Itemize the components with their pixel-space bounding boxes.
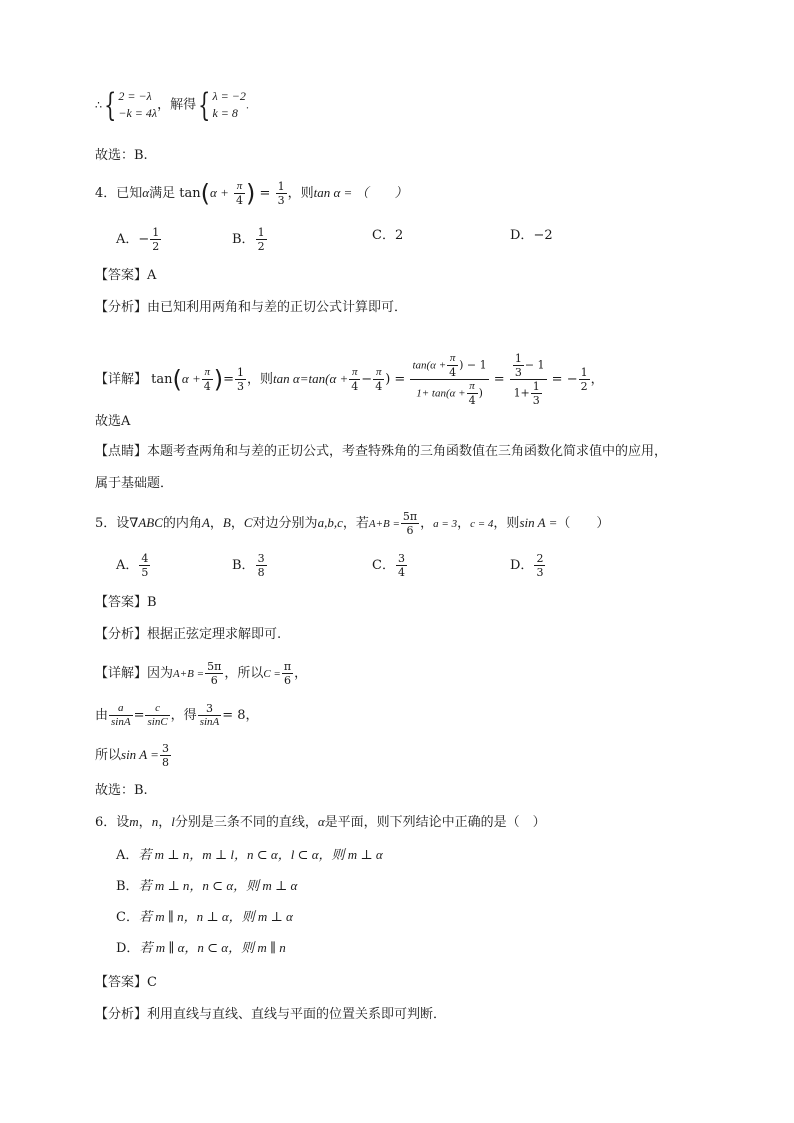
close-paren: ) (246, 179, 256, 208)
solve-text: ，解得 (157, 97, 197, 113)
alpha-plus: α + (181, 371, 201, 386)
frac-den: 6 (283, 674, 291, 687)
one-third (531, 380, 542, 407)
option-text: −2 (533, 228, 553, 243)
q5-analysis (95, 625, 281, 645)
detail-tag: 【详解】 (95, 372, 148, 387)
frac-den: 2 (580, 380, 588, 393)
a-over-sina (109, 702, 133, 729)
q5-stem-text: 对边分别为 (252, 516, 318, 531)
q5-option-d[interactable] (510, 552, 546, 579)
frac-num: 3 (161, 742, 169, 755)
five-pi-over-6 (401, 510, 419, 537)
q4-number: 4．已知 (95, 186, 143, 201)
detail-text: 由 (95, 708, 109, 723)
q6-answer (95, 973, 157, 993)
system-1-row-2: −k = 4λ (118, 106, 158, 120)
then-text: ，则 (247, 372, 274, 387)
one-third (276, 180, 287, 207)
option-label: B． (232, 232, 255, 247)
q5-option-c[interactable] (372, 552, 408, 579)
option-label: D． (510, 228, 534, 243)
big-frac-den (410, 380, 488, 407)
minus-sign: − (361, 372, 373, 387)
frac-den: 4 (468, 394, 476, 407)
option-label: D． (116, 941, 140, 956)
analysis-tag: 【分析】 (95, 300, 148, 315)
detail-text: 因为 (147, 666, 174, 681)
option-label: B． (232, 558, 255, 573)
frac-num: π (283, 660, 292, 673)
option-label: A． (116, 848, 139, 863)
alpha-symbol: α (317, 814, 325, 829)
detail-text: ，所以 (224, 666, 264, 681)
frac-den: 5 (141, 566, 149, 579)
q5-number: 5．设 (95, 516, 130, 531)
comma: ， (294, 666, 308, 681)
q4-option-b[interactable] (232, 226, 268, 253)
system-2-row-2: k = 8 (212, 106, 238, 120)
frac-num: 5π (402, 510, 418, 523)
option-label: C． (116, 910, 139, 925)
open-paren: ( (200, 179, 210, 208)
option-text: 若 m ⊥ n，n ⊂ α，则 m ⊥ α (138, 878, 298, 893)
frac-den: 2 (152, 240, 160, 253)
three-over-sina (198, 702, 222, 729)
frac-den: 2 (257, 240, 265, 253)
q5-option-b[interactable] (232, 552, 268, 579)
angle-b: B (222, 515, 231, 530)
frac-den: 4 (351, 380, 359, 393)
q4-stem-mid: 满足 (149, 186, 176, 201)
frac-num: 1 (532, 380, 540, 393)
frac-num: 1 (580, 366, 588, 379)
numeric-den (510, 380, 547, 407)
pi-over-4 (467, 380, 478, 407)
triangle-abc: ∇ABC (129, 515, 163, 530)
q6-stem-text: 分别是三条不同的直线， (174, 815, 318, 830)
q4-comment (95, 442, 667, 462)
q5-detail-3 (95, 742, 172, 769)
comment-text: 本题考查两角和与差的正切公式，考查特殊角的三角函数值在三角函数化简求值中的应用， (147, 444, 668, 459)
frac-num: π (373, 366, 384, 380)
q4-option-d[interactable] (510, 226, 553, 246)
left-brace: { (198, 86, 211, 124)
frac-den: 4 (203, 380, 211, 393)
analysis-text: 利用直线与直线、直线与平面的位置关系即可判断． (147, 1007, 447, 1022)
detail-text: 所以 (95, 748, 122, 763)
pi-over-4 (202, 366, 213, 393)
sin-a: sin A = (121, 747, 159, 762)
system-2-row-1: λ = −2 (212, 89, 246, 103)
option-label: A． (116, 232, 139, 247)
equals: = (223, 372, 235, 387)
left-brace: { (104, 86, 117, 124)
big-num-text: tan(α + (412, 359, 447, 372)
frac-den: 8 (161, 756, 169, 769)
frac-den: 3 (514, 366, 522, 379)
frac-num: 5π (207, 660, 222, 673)
frac-den: 3 (237, 380, 245, 393)
alpha-symbol: α (142, 185, 150, 200)
analysis-text: 根据正弦定理求解即可. (147, 627, 282, 642)
frac-num: π (202, 366, 213, 380)
answer-tag: 【答案】 (95, 975, 148, 990)
frac-den: sinA (111, 716, 131, 728)
frac-den: 4 (236, 194, 243, 207)
q4-analysis (95, 298, 407, 318)
q5-option-a[interactable] (116, 552, 151, 579)
frac-den: 4 (449, 366, 457, 379)
q4-stem (95, 180, 408, 207)
three-over-eight (160, 742, 171, 769)
option-fraction (256, 552, 267, 579)
answer-value: B (147, 595, 157, 610)
q5-answer (95, 593, 157, 613)
frac-num: π (447, 352, 458, 366)
option-label: D． (510, 558, 534, 573)
answer-tag: 【答案】 (95, 268, 148, 283)
frac-num: 1 (152, 226, 160, 239)
option-label: A． (116, 558, 139, 573)
result-fraction (579, 366, 590, 393)
open-paren: ( (172, 365, 182, 394)
a-plus-b: A+B = (173, 668, 205, 680)
frac-den: sinC (147, 716, 168, 728)
q6-option-c[interactable] (116, 907, 293, 928)
q5-stem-text: ，若 (342, 516, 369, 531)
frac-den: sinA (199, 716, 220, 728)
pi-over-4 (349, 366, 360, 393)
frac-num: π (349, 366, 360, 380)
frac-num: 3 (198, 702, 222, 716)
q6-number: 6．设 (95, 815, 130, 830)
option-text: 若 m ⊥ n，m ⊥ l，n ⊂ α，l ⊂ α，则 m ⊥ α (138, 847, 383, 862)
q6-option-d[interactable] (116, 938, 286, 959)
pi-over-4 (234, 180, 245, 207)
answer-value: A (147, 268, 157, 283)
option-label: C． (372, 228, 395, 243)
q5-stem: 5．设∇ABC的内角A，B，C对边分别为a,b,c，若A+B = $\frac{5\pi}{6}$ ，a = 3，c = 4，则sin A =（ ） (95, 510, 610, 537)
big-den-tail: ) (478, 386, 483, 400)
tan-text: tan (151, 372, 173, 387)
frac-num: π (467, 380, 478, 394)
frac-den: 3 (536, 566, 544, 579)
small-den-text: 1+ (513, 386, 530, 400)
system-1-row-1: 2 = −λ (118, 89, 152, 103)
tan-text: tan (179, 186, 201, 201)
q3-system-line (95, 88, 249, 122)
big-den-text: 1+ tan(α + (416, 387, 466, 400)
frac-den: 4 (397, 566, 405, 579)
equals-eight: = 8， (222, 708, 259, 723)
sides-abc: a,b,c (317, 515, 343, 530)
one-third (235, 366, 246, 393)
c-equals: C = (263, 668, 281, 680)
frac-den: 6 (406, 524, 414, 537)
option-fraction (534, 552, 545, 579)
frac-num: 1 (514, 352, 522, 365)
q5-stem-text: 的内角 (162, 516, 202, 531)
frac-num: 1 (237, 366, 245, 379)
q4-choice: 故选A (95, 414, 131, 429)
q5-detail-1 (95, 660, 307, 687)
q4-comment-2: 属于基础题． (95, 476, 174, 491)
line-n: n (151, 814, 159, 829)
a-equals: a = 3 (433, 518, 458, 530)
option-text: 若 m ∥ n，n ⊥ α，则 m ⊥ α (138, 909, 293, 924)
option-label: C． (372, 558, 395, 573)
frac-den: 3 (532, 394, 540, 407)
close-paren: ) (213, 365, 224, 394)
analysis-tag: 【分析】 (95, 1007, 148, 1022)
option-fraction (396, 552, 407, 579)
q6-stem: 6．设m，n，l分别是三条不同的直线，α是平面，则下列结论中正确的是（ ） (95, 814, 546, 830)
a-plus-b: A+B = (368, 518, 400, 530)
option-fraction (150, 226, 161, 253)
q4-detail (95, 352, 604, 407)
detail-text: ，得 (170, 708, 197, 723)
frac-den: 8 (257, 566, 265, 579)
pi-over-4 (447, 352, 458, 379)
angle-a: A (201, 515, 210, 530)
q5-stem-text: ，则 (493, 516, 520, 531)
minus-sign: − (138, 232, 150, 247)
frac-num: π (234, 180, 245, 194)
pi-over-6 (282, 660, 293, 687)
frac-num: 1 (257, 226, 265, 239)
system-1 (118, 88, 157, 122)
equals: = (259, 186, 271, 201)
five-pi-over-6 (205, 660, 223, 687)
result-sign: = − (551, 372, 578, 387)
option-label: B． (116, 879, 139, 894)
q6-option-a[interactable] (116, 845, 383, 866)
frac-den: 6 (210, 674, 218, 687)
frac-den: 4 (375, 380, 383, 393)
big-frac-num (410, 352, 488, 380)
option-text: 若 m ∥ α，n ⊂ α，则 m ∥ n (139, 940, 286, 955)
q6-analysis (95, 1005, 446, 1025)
one-third (513, 352, 524, 379)
answer-value: C (147, 975, 157, 990)
q5-detail-2: 由 $\frac{a}{\sin A}$ = $\frac{c}{\sin C}$ ，得 $\frac{3}{\sin A}$ = 8， (95, 702, 259, 728)
line-l: l (171, 814, 175, 829)
frac-num: 3 (257, 552, 265, 565)
numeric-fraction (510, 352, 547, 407)
frac-num: 3 (397, 552, 405, 565)
q3-choice: 故选：B. (95, 148, 148, 163)
detail-tag: 【详解】 (95, 666, 148, 681)
option-fraction (256, 226, 267, 253)
angle-c: C (243, 515, 253, 530)
sin-a: sin A = (519, 515, 558, 530)
q5-choice: 故选：B. (95, 783, 148, 798)
expand-text: tan α=tan(α + (273, 371, 349, 386)
option-text: 2 (394, 228, 404, 243)
line-m: m (129, 814, 139, 829)
frac-num: 1 (277, 180, 285, 193)
analysis-tag: 【分析】 (95, 627, 148, 642)
frac-num: 2 (536, 552, 544, 565)
comma: ， (590, 372, 604, 387)
frac-num: a (109, 702, 133, 716)
close-expand: ) = (385, 372, 406, 387)
frac-num: c (145, 702, 169, 716)
c-over-sinc (145, 702, 169, 729)
q6-stem-text: 是平面，则下列结论中正确的是（ ） (324, 815, 546, 830)
period: . (245, 100, 250, 112)
then-text: ，则 (287, 186, 314, 201)
answer-paren: （ ） (557, 516, 610, 531)
q4-option-a[interactable] (116, 226, 162, 253)
q4-option-c[interactable] (372, 226, 403, 246)
pi-over-4 (373, 366, 384, 393)
q6-option-b[interactable] (116, 876, 297, 897)
small-num-tail: − 1 (524, 358, 545, 372)
answer-tag: 【答案】 (95, 595, 148, 610)
equals: = (493, 372, 505, 387)
therefore-symbol: ∴ (95, 98, 102, 112)
system-2 (212, 88, 245, 122)
option-fraction (139, 552, 150, 579)
analysis-text: 由已知利用两角和与差的正切公式计算即可． (147, 300, 408, 315)
q4-answer (95, 266, 156, 286)
frac-num: 4 (141, 552, 149, 565)
numeric-num (510, 352, 547, 380)
comment-tag: 【点睛】 (95, 444, 148, 459)
frac-den: 3 (277, 194, 285, 207)
big-fraction (410, 352, 488, 407)
alpha-plus: α + (210, 185, 229, 200)
big-num-tail: ) − 1 (459, 358, 487, 372)
q4-target: tan α = （ ） (313, 185, 408, 200)
c-equals: c = 4 (470, 518, 494, 530)
